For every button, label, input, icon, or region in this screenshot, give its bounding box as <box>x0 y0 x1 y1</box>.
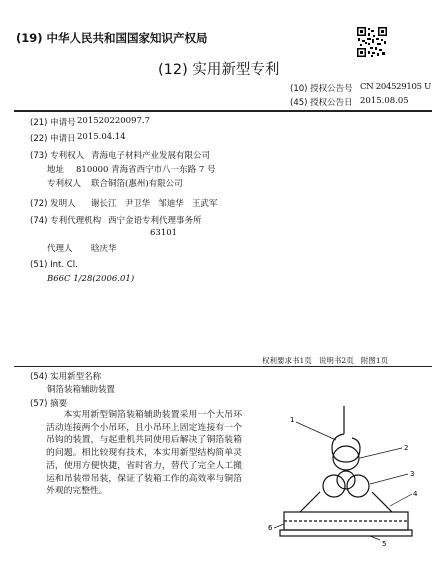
holder2-label: 专利权人 <box>47 179 82 189</box>
inventor-label: (72) 发明人 <box>30 199 76 209</box>
holder: 青海电子材料产业发展有限公司 <box>91 151 211 161</box>
intcl-label: (51) Int. Cl. <box>30 260 78 270</box>
page-counts: 权利要求书1页 说明书2页 附图1页 <box>262 356 389 365</box>
pub-no: CN 204529105 U <box>360 82 431 92</box>
office-name: (19) 中华人民共和国国家知识产权局 <box>16 31 208 45</box>
figure-label-6: 6 <box>268 524 273 532</box>
header-divider <box>14 110 432 112</box>
utility-model-title: 铜箔装箱辅助装置 <box>47 385 116 395</box>
document-type: (12) 实用新型专利 <box>158 62 280 78</box>
app-no-label: (21) 申请号 <box>30 118 76 128</box>
holder2: 联合铜箔(惠州)有限公司 <box>91 179 183 189</box>
agency-label: (74) 专利代理机构 <box>30 216 102 226</box>
qr-code-icon <box>357 27 387 57</box>
agency-code: 63101 <box>150 228 178 238</box>
figure-label-4: 4 <box>413 490 418 498</box>
abstract-text: 本实用新型铜箔装箱辅助装置采用一个大吊环活动连接两个小吊环，且小吊环上固定连接有一个吊钩的装置，与起重机共同使用后解决了铜箔装箱的问题。相比较现有技术，本实用新型结构简单灵活，使用方便快捷，省时省力，替代了完全人工搬运和吊装带吊装，保证了装箱工作的高效率与铜箔外观的完整性。 <box>46 410 242 497</box>
app-date: 2015.04.14 <box>77 132 126 142</box>
address-label: 地址 <box>47 165 65 175</box>
figure-label-5: 5 <box>382 540 387 548</box>
abstract-label: (57) 摘要 <box>30 399 68 409</box>
summary-divider <box>14 366 432 367</box>
pub-no-label: (10) 授权公告号 <box>290 84 353 94</box>
app-date-label: (22) 申请日 <box>30 134 76 144</box>
hoisting-device-figure <box>262 400 422 550</box>
figure-label-1: 1 <box>290 416 295 424</box>
figure-label-2: 2 <box>404 444 409 452</box>
address: 810000 青海省西宁市八一东路 7 号 <box>76 165 216 175</box>
holder-label: (73) 专利权人 <box>30 151 85 161</box>
agent-label: 代理人 <box>47 244 73 254</box>
agent: 晗庆华 <box>91 244 117 254</box>
pub-date: 2015.08.05 <box>360 96 409 106</box>
inventors: 谢长江 尹卫华 邹迪华 王武军 <box>91 199 218 209</box>
app-no: 201520220097.7 <box>77 116 151 126</box>
figure-label-3: 3 <box>410 470 415 478</box>
pub-date-label: (45) 授权公告日 <box>290 98 353 108</box>
agency: 西宁金语专利代理事务所 <box>108 216 202 226</box>
intcl: B66C 1/28(2006.01) <box>47 274 135 284</box>
title-label: (54) 实用新型名称 <box>30 372 102 382</box>
